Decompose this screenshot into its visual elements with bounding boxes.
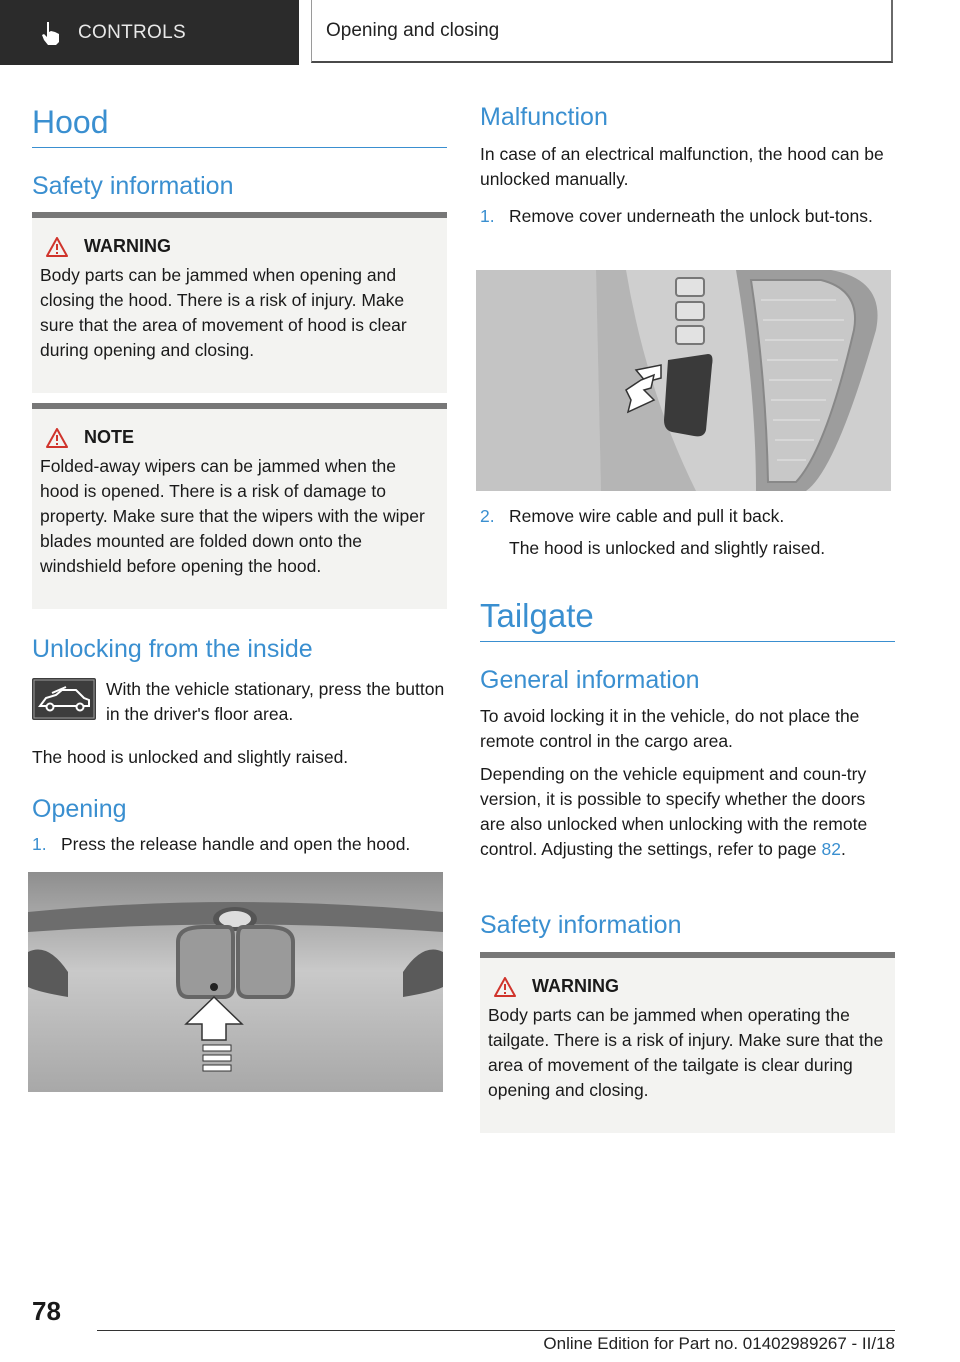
tailgate-warning-label: WARNING <box>532 976 619 996</box>
hood-heading: Hood <box>32 104 447 148</box>
general-info-text-2: Depending on the vehicle equipment and coun-try version, it is possible to specify whether the doors are also unlocked when unlocking with the remote control. Adjusting the settings, refer to page 82. <box>480 764 868 859</box>
tailgate-warning-box <box>480 952 895 1133</box>
note-box <box>32 403 447 609</box>
unlocking-heading: Unlocking from the inside <box>32 635 313 663</box>
warning-triangle-icon <box>46 428 68 448</box>
unlocking-text: With the vehicle stationary, press the button in the driver's floor area. <box>106 679 445 724</box>
chapter-label: Opening and closing <box>326 19 500 41</box>
page-number: 78 <box>32 1296 61 1326</box>
unlock-cover-figure <box>476 270 891 491</box>
malfunction-text: In case of an electrical malfunction, the hood can be unlocked manually. <box>480 144 884 189</box>
warning-label: WARNING <box>84 236 171 256</box>
warning-box <box>32 212 447 393</box>
car-hood-button-icon <box>32 678 96 720</box>
hand-pointer-icon <box>38 20 64 46</box>
opening-step-1: 1. Press the release handle and open the hood. <box>32 834 411 854</box>
footer-rule <box>97 1330 895 1331</box>
note-text: Folded-away wipers can be jammed when the hood is opened. There is a risk of damage to property. Make sure that the wipers with the wiper blades mounted are folded down onto the windshield before opening the hood. <box>40 456 425 576</box>
page-reference-link[interactable]: 82 <box>821 839 841 859</box>
warning-triangle-icon <box>46 237 68 257</box>
unlocking-result: The hood is unlocked and slightly raised. <box>32 747 349 767</box>
malfunction-step-1: 1. Remove cover underneath the unlock but-tons. <box>480 206 873 226</box>
warning-triangle-icon <box>494 977 516 997</box>
tailgate-warning-text: Body parts can be jammed when operating the tailgate. There is a risk of injury. Make sure that the area of movement of the tailgate is clear during opening and closing. <box>488 1005 884 1100</box>
malfunction-heading: Malfunction <box>480 103 608 131</box>
tailgate-heading: Tailgate <box>480 597 895 642</box>
opening-heading: Opening <box>32 795 127 823</box>
header-section-tab <box>0 0 299 65</box>
note-label: NOTE <box>84 427 135 447</box>
warning-text: Body parts can be jammed when opening and closing the hood. There is a risk of injury. Make sure that the area of movement of hood is clear during opening and closing. <box>40 265 407 360</box>
header-chapter-tab <box>311 0 893 63</box>
safety-info-heading: Safety information <box>32 172 234 200</box>
tailgate-safety-heading: Safety information <box>480 911 682 939</box>
general-info-text-1: To avoid locking it in the vehicle, do not place the remote control in the cargo area. <box>480 706 860 751</box>
general-info-heading: General information <box>480 666 700 694</box>
hood-release-figure <box>28 872 443 1092</box>
section-label: CONTROLS <box>78 21 186 43</box>
malfunction-step-2: 2. Remove wire cable and pull it back. The hood is unlocked and slightly raised. <box>480 506 826 558</box>
footer-edition: Online Edition for Part no. 01402989267 - II/18 <box>543 1334 895 1353</box>
